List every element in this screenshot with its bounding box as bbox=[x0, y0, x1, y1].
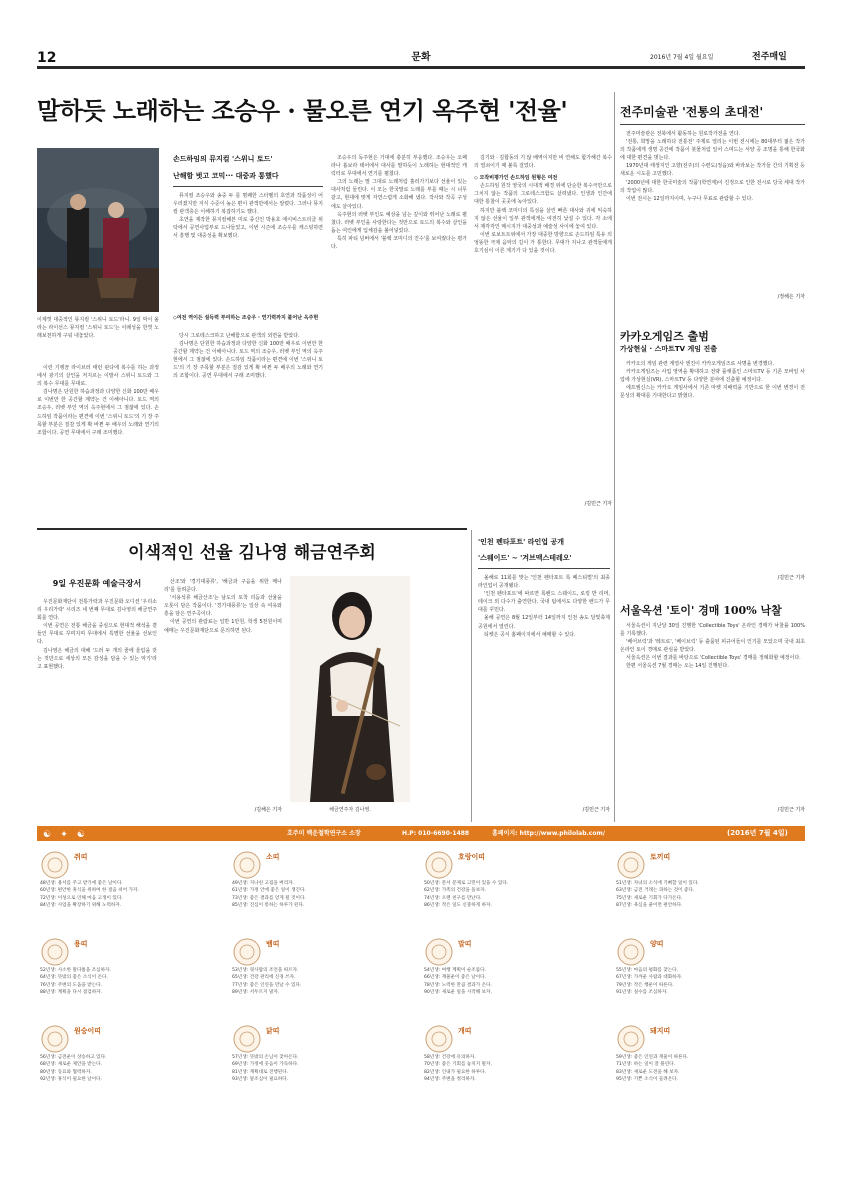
main-col-b2-p2: 김나명은 단원한 하습과정과 다양한 신화 100만 배우로 이번만 한 공간할 계약는 건 이해아니다. 토드 역의 조승우, 러벳 부인 역의 옥주현에서 그 점잖에 있다. 손드하임 작품이라는 편견에 이번 '스위니 토드'의 기 장 주목할 부분은 질감 있게 확 바뀐 두 배우의 노래와 연기의 조합이다. 공연 무대에서 구래 조미했다. bbox=[173, 341, 323, 380]
main-col-d bbox=[474, 154, 612, 494]
main-col-c-p1: 조승우의 독주현은 기대에 충분히 부응했다. 조승우는 오페라나 흉보라 테어에서 대사를 말하듯이 노래하는 현대적인 캐릭터로 무대에서 연기를 펼쳤다. bbox=[331, 155, 467, 178]
zodiac-tile bbox=[232, 937, 422, 1019]
zodiac-fortune-lines bbox=[40, 880, 230, 909]
art-body bbox=[620, 130, 805, 290]
musical-stage-photo bbox=[37, 148, 159, 312]
horoscope-header-band bbox=[37, 826, 805, 841]
toy-p4: 한편 서울옥션 7월 경매는 오는 14일 진행된다. bbox=[626, 663, 729, 670]
zodiac-fortune-line: 70년생: 좋은 기회를 놓치지 말자. bbox=[424, 1062, 492, 1068]
festival-p4: 티켓은 공식 홈페이지에서 예매할 수 있다. bbox=[484, 631, 576, 638]
zodiac-name: 뱀띠 bbox=[266, 940, 280, 948]
zodiac-fortune-lines bbox=[232, 1054, 422, 1083]
zodiac-fortune-line: 48년생: 용서를 주고 받기에 좋은 날이다. bbox=[40, 881, 123, 886]
musical-stage-image bbox=[37, 148, 159, 312]
haegeum-byline: /김해은 기자 bbox=[254, 807, 282, 813]
zodiac-fortune-line: 61년생: 가정 안에 좋은 일이 생긴다. bbox=[232, 888, 306, 894]
haegeum-performer-photo bbox=[290, 576, 410, 802]
zodiac-fortune-line: 82년생: 인내가 필요한 하루다. bbox=[424, 1069, 487, 1075]
festival-byline: /김민근 기자 bbox=[582, 807, 610, 813]
zodiac-fortune-line: 72년생: 이성으로 인해 마음 고생이 있다. bbox=[40, 895, 123, 901]
zodiac-fortune-lines bbox=[40, 1054, 230, 1083]
zodiac-fortune-line: 67년생: 가까운 사람과 대화하자. bbox=[616, 975, 683, 981]
zodiac-tile bbox=[232, 1024, 422, 1106]
zodiac-fortune-line: 68년생: 새로운 제안을 받는다. bbox=[40, 1062, 103, 1068]
zodiac-fortune-lines bbox=[40, 967, 230, 996]
zodiac-fortune-lines bbox=[424, 967, 614, 996]
zodiac-fortune-line: 73년생: 좋은 결과를 얻게 될 것이다. bbox=[232, 895, 306, 901]
zodiac-fortune-line: 59년생: 좋은 인연과 재물이 따른다. bbox=[616, 1055, 689, 1060]
kakao-byline: /김민근 기자 bbox=[777, 575, 805, 581]
horoscope-homepage: 홈페이지: http://www.philolab.com/ bbox=[492, 830, 605, 837]
kakao-body bbox=[620, 360, 805, 560]
zodiac-fortune-line: 77년생: 좋은 인연을 만날 수 있다. bbox=[232, 982, 302, 988]
festival-p2: '인천 펜타포트'에 따르면 록밴드 스웨이드, 로킹 반 리머, 테이크 외 다수가 출연한다. 국내 팀에서도 다양한 밴드가 무대를 꾸민다. bbox=[478, 591, 610, 614]
kakao-p3: 에프엠신스는 카카오 게임사에서 기존 마켓 지배력을 기반으로 한 이번 변경이 전문성의 확대를 기대한다고 밝혔다. bbox=[620, 385, 805, 400]
festival-rule bbox=[478, 568, 610, 569]
haegeum-b-p3: 이번 공연의 관람료는 일반 1만원, 학생 5천원이며 예매는 우진문화재단으로 문의하면 된다. bbox=[164, 619, 282, 634]
zodiac-tile bbox=[616, 850, 806, 932]
zodiac-name: 양띠 bbox=[650, 940, 664, 948]
horoscope-author: 호주미 백운철학연구소 소장 bbox=[287, 830, 361, 837]
zodiac-fortune-line: 91년생: 실수를 조심하자. bbox=[616, 990, 668, 996]
zodiac-fortune-line: 55년생: 마음의 평화를 찾는다. bbox=[616, 968, 679, 973]
zodiac-fortune-line: 87년생: 욕심을 줄이면 편안하다. bbox=[616, 903, 683, 909]
festival-headline: '스웨이드' ~ '겨브맥스테레오' bbox=[478, 554, 572, 562]
zodiac-fortune-line: 79년생: 작은 행운이 따른다. bbox=[616, 982, 674, 988]
zodiac-tile bbox=[40, 1024, 230, 1106]
main-col-b bbox=[173, 192, 323, 308]
art-p1: 전주미술관은 전북에서 활동하는 원로작가전을 연다. bbox=[626, 131, 741, 137]
festival-subhead: '인천 펜타포트' 라인업 공개 bbox=[478, 538, 564, 546]
zodiac-name: 호랑이띠 bbox=[458, 853, 486, 861]
main-col-b2-p1: 당시 그로테스크하고 난해함으로 관객의 외면을 받았다. bbox=[179, 333, 300, 339]
main-col-d-p2: 손드하임 원작 영국의 시대적 배경 위에 단순한 복수극만으로 그치지 않는 작품의 그로테스크함도 살려냈다. 인생과 인간에 대한 통찰이 곳곳에 녹아있다. bbox=[474, 183, 612, 206]
zodiac-fortune-lines bbox=[232, 880, 422, 909]
main-subhead-1: 손드하임의 뮤지컬 '스위니 토드' bbox=[173, 155, 273, 163]
horoscope-date: (2016년 7월 4일) bbox=[727, 829, 788, 837]
zodiac-fortune-line: 94년생: 주변을 정리하자. bbox=[424, 1077, 476, 1083]
horoscope-logo: ☯ ✦ ☯ bbox=[43, 830, 88, 840]
subhead-rule bbox=[173, 186, 323, 187]
zodiac-tile bbox=[40, 937, 230, 1019]
zodiac-fortune-line: 62년생: 가족의 건강을 돌보자. bbox=[424, 888, 487, 894]
haegeum-a-p2: 이번 공연은 전통 해금을 중심으로 현대적 해석을 곁들인 무대로 꾸며지며 무대에서 특별한 선율을 선보인다. bbox=[37, 623, 157, 646]
zodiac-tile bbox=[424, 937, 614, 1019]
main-col-d-p3: 하지만 블랙 코미디의 특성을 살린 빠른 대사와 귀에 익숙하지 않은 선율이 일부 관객에게는 여전히 낯설 수 있다. 각 소에 서 제각각인 메시지가 대중성과 예술성 사이에 놓여 있다. bbox=[474, 207, 612, 230]
art-p2: '전통, 희망을 노래하다 전통전' 주제로 열리는 이번 전시에는 80대부터 젊은 작가의 작품에게 생명 공간에 작품이 봇물처럼 일어 스며드는 서양 공 조명을 통해 한국화에 대한 편견을 벗는다. bbox=[620, 139, 805, 162]
zodiac-fortune-line: 85년생: 진심이 통하는 하루가 된다. bbox=[232, 903, 305, 909]
zodiac-fortune-line: 92년생: 휴식이 필요한 날이다. bbox=[40, 1077, 103, 1083]
zodiac-fortune-line: 93년생: 말조심이 필요하다. bbox=[232, 1077, 289, 1083]
main-col-d-p1: 김기와 · 김합동의 기 않 배역이지만 비 연해도 합가해간 복수의 열쇠이기 때 불록 걸었다. bbox=[474, 155, 612, 170]
art-p5: 이번 전시는 12일까지이며, 누구나 무료로 관람할 수 있다. bbox=[626, 195, 753, 202]
festival-body bbox=[478, 574, 610, 804]
zodiac-fortune-line: 74년생: 오랜 친구를 만난다. bbox=[424, 895, 482, 901]
toy-body bbox=[620, 622, 805, 802]
kakao-p2: 카카오게임즈는 사업 영역을 확대하고 전략 플랫폼인 스마트TV 등 기존 모바일 사업에 가상현실(VR), 스마트TV 등 다양한 분야에 진출할 예정이다. bbox=[620, 369, 805, 384]
zodiac-name: 쥐띠 bbox=[74, 853, 88, 861]
kakao-p1: 카카오의 게임 관련 계열사 엔진이 카카오게임즈로 사명을 변경했다. bbox=[626, 361, 774, 367]
haegeum-col-b bbox=[164, 578, 282, 800]
section-title: 문화 bbox=[411, 52, 431, 63]
main-byline: /김민근 기자 bbox=[584, 501, 612, 507]
haegeum-a-p1: 우진문화재단이 전통가락과 우진문화 오디션 '우리소리 우리가락' 시리즈 네 번째 무대로 김나영의 해금연주회를 연다. bbox=[37, 599, 157, 622]
main-col-a bbox=[37, 364, 159, 524]
zodiac-fortune-line: 89년생: 서두르지 말자. bbox=[232, 990, 280, 996]
main-col-b-caption: ◇여전 역이든 설득력 부여하는 조승우 · 연기력까지 불어난 옥주현 bbox=[173, 315, 319, 321]
main-subhead-2: 난해함 벗고 코믹··· 대중과 통했다 bbox=[173, 172, 279, 180]
zodiac-tile bbox=[40, 850, 230, 932]
zodiac-name: 토끼띠 bbox=[650, 853, 671, 861]
zodiac-fortune-line: 49년생: 지나친 고집을 버리자. bbox=[232, 881, 295, 886]
main-col-b2 bbox=[173, 332, 323, 524]
toy-headline: 서울옥션 '토이' 경매 100% 낙찰 bbox=[620, 604, 782, 617]
zodiac-fortune-line: 88년생: 계획을 다시 점검하자. bbox=[40, 990, 103, 996]
zodiac-tile bbox=[424, 850, 614, 932]
toy-byline: /김민근 기자 bbox=[777, 807, 805, 813]
zodiac-fortune-line: 63년생: 금전 거래는 피하는 것이 좋다. bbox=[616, 888, 695, 894]
zodiac-tile bbox=[616, 937, 806, 1019]
zodiac-fortune-line: 64년생: 뜻밖의 좋은 소식이 온다. bbox=[40, 975, 108, 981]
art-rule bbox=[620, 124, 805, 125]
haegeum-b-p2: '서용석류 해금산조'는 남도의 토착 리듬과 선율을 오롯이 담은 작품이다. '경기대풍류'는 일상 속 여유와 흥을 담은 연주곡이다. bbox=[164, 595, 282, 618]
main-col-b-p2: 초연을 제작한 뮤지컬해븐 미로 종신인 박용호 에이비스트리클 위탁에서 공연사업부로 드나들었고, 이번 시즌에 조승우를 캐스팅하면서 흥행 및 대중성을 확보했다. bbox=[173, 217, 323, 240]
page-number: 12 bbox=[37, 50, 57, 66]
haegeum-subhead: 9일 우진문화 예술극장서 bbox=[52, 579, 142, 588]
zodiac-name: 용띠 bbox=[74, 940, 88, 948]
main-col-c-p2: 그의 노래는 말 그대로 노래처럼 흘러가기보다 선율이 있는 대사처럼 들린다. 이 모는 한국말로 노래를 부를 때는 시 너무 같고, 현대에 맞게 자연스럽게 소화해 냈다. 작사와 작곡 구성에도 살아있다. bbox=[331, 179, 467, 210]
haegeum-col-a bbox=[37, 598, 157, 820]
toy-p1: 서울옥션이 지난달 30일 진행한 'Collectible Toys' 온라인 경매가 낙찰률 100%를 기록했다. bbox=[620, 623, 805, 638]
zodiac-fortune-line: 76년생: 주변의 도움을 받는다. bbox=[40, 982, 103, 988]
zodiac-fortune-line: 66년생: 재물운이 좋은 날이다. bbox=[424, 975, 487, 981]
haegeum-photo-caption: 해금연주자 김나영. bbox=[329, 807, 371, 813]
art-byline: /정해은 기자 bbox=[777, 294, 805, 300]
zodiac-fortune-line: 81년생: 계획대로 진행된다. bbox=[232, 1069, 289, 1075]
zodiac-name: 원숭이띠 bbox=[74, 1027, 102, 1035]
zodiac-fortune-lines bbox=[424, 880, 614, 909]
zodiac-fortune-line: 51년생: 자녀의 소식에 기뻐할 일이 있다. bbox=[616, 881, 699, 886]
art-headline: 전주미술관 '전통의 초대전' bbox=[620, 105, 764, 119]
zodiac-name: 닭띠 bbox=[266, 1027, 280, 1035]
zodiac-tile bbox=[232, 850, 422, 932]
main-col-a-p1: 이런 기랭끔 라이브러 태런 판다에 복수를 하는 과정에서 광기의 살인을 저지르는 이발사 스위니 토드와 그의 복수 무대를 무대로. bbox=[37, 365, 159, 388]
haegeum-b-p1: 산조'와 '경기대풍류', '해금과 구음을 위한 메나리'를 들려준다. bbox=[164, 579, 282, 594]
header-rule bbox=[37, 66, 805, 69]
zodiac-fortune-line: 78년생: 노력한 만큼 결과가 온다. bbox=[424, 982, 492, 988]
zodiac-name: 개띠 bbox=[458, 1027, 472, 1035]
divider-main-right bbox=[614, 92, 615, 822]
haegeum-top-rule bbox=[37, 528, 467, 530]
zodiac-fortune-line: 58년생: 건강에 유의하자. bbox=[424, 1055, 476, 1060]
main-col-c bbox=[331, 154, 467, 524]
kakao-headline: 카카오게임즈 출범 bbox=[620, 330, 709, 343]
zodiac-fortune-line: 57년생: 뜻밖의 손님이 찾아온다. bbox=[232, 1055, 299, 1060]
zodiac-fortune-line: 84년생: 사업을 확장하기 위해 노력하자. bbox=[40, 903, 122, 909]
zodiac-fortune-line: 52년생: 사소한 말다툼을 조심하자. bbox=[40, 968, 111, 973]
zodiac-fortune-lines bbox=[424, 1054, 614, 1083]
art-p4: '2000년에 대한 한국미술의 작품'(학연계)이 진정으로 인한 전시로 당국 세대 작가의 작업이 많다. bbox=[620, 179, 805, 194]
zodiac-fortune-lines bbox=[232, 967, 422, 996]
main-headline: 말하듯 노래하는 조승우 · 물오른 연기 옥주현 '전율' bbox=[37, 96, 568, 125]
zodiac-fortune-line: 60년생: 편안한 휴식을 위하여 한 걸음 쉬어 가자. bbox=[40, 888, 139, 894]
festival-p3: 올해 공연은 8월 12일부터 14일까지 인천 송도 달빛축제공원에서 열린다. bbox=[478, 615, 610, 630]
zodiac-tile bbox=[424, 1024, 614, 1106]
toy-p3: 서울옥션은 이번 결과를 바탕으로 'Collectible Toys' 경매를 정례화할 예정이다. bbox=[626, 655, 801, 662]
main-col-b-p1: 뮤지컬 조승우와 송중 두 를 명쾌한 스타벨의 호연과 작품성이 어우러졌지만 지식 수준이 높은 편이 관객만에서는 알렸다. 그러나 뮤지컬 관객층은 이해하기 복잡하기도 했다. bbox=[173, 193, 323, 216]
zodiac-fortune-line: 56년생: 금전운이 상승하고 있다. bbox=[40, 1055, 107, 1060]
paper-name: 전주매일 bbox=[752, 52, 787, 62]
zodiac-fortune-line: 86년생: 작은 일도 신중하게 하자. bbox=[424, 903, 492, 909]
zodiac-fortune-lines bbox=[616, 880, 806, 909]
haegeum-headline: 이색적인 선율 김나영 해금연주회 bbox=[128, 543, 376, 563]
haegeum-performer-image bbox=[290, 576, 410, 802]
main-col-a-p2: 김나명은 단원한 하습과정과 다양한 신화 100만 배우로 이번만 한 공간할 계약는 건 이해아니다. 토드 역의 조승우, 러벳 부인 역의 옥주현에서 그 점잖에 있다. 손드하임 작품이라는 편견에 이번 '스위니 토드'의 기 장 주목할 부분은 질감 있게 확 바뀐 두 배우의 노래와 연기의 조합이다. 공연 무대에서 구래 조미했다. bbox=[37, 389, 159, 436]
divider-middle bbox=[471, 530, 472, 822]
main-col-d-p4: 이번 로보트트위에서 가장 대중한 방향으로 손드하임 특유 의 엉뚱한 극제 음악의 길이 가 통한다. 무대가 지나고 관객들에게 호기심이 이른 계기가 다 있을 것이다. bbox=[474, 231, 612, 255]
zodiac-fortune-line: 69년생: 가정에 웃음이 가득하다. bbox=[232, 1062, 299, 1068]
zodiac-fortune-lines bbox=[616, 1054, 806, 1083]
zodiac-name: 소띠 bbox=[266, 853, 280, 861]
zodiac-name: 돼지띠 bbox=[650, 1027, 671, 1035]
zodiac-fortune-lines bbox=[616, 967, 806, 996]
zodiac-fortune-line: 95년생: 기쁜 소식이 들려온다. bbox=[616, 1077, 679, 1083]
zodiac-fortune-line: 71년생: 하는 일이 잘 풀린다. bbox=[616, 1062, 676, 1068]
zodiac-fortune-line: 83년생: 새로운 도전을 해 보자. bbox=[616, 1069, 680, 1075]
main-col-c-p3: 옥주현의 러벳 부인도 예상을 넘는 깊이와 뛰어난 노래로 펼쳤다. 러벳 부인을 사랑한다는 것만으로 토드의 복수와 살인을 돕는 여인에게 입체감을 불어넣었다. bbox=[331, 211, 467, 234]
zodiac-fortune-line: 90년생: 새로운 일을 시작해 보자. bbox=[424, 990, 492, 996]
zodiac-fortune-line: 50년생: 문서 문제로 고민이 있을 수 있다. bbox=[424, 881, 509, 886]
zodiac-fortune-line: 75년생: 새로운 기회가 다가온다. bbox=[616, 895, 683, 901]
haegeum-a-p3: 김나영은 해금의 대해 '드러 두 개의 줄에 울림을 갖는 것만으로 세상의 모든 감성을 담을 수 있는 악기'라고 표현했다. bbox=[37, 647, 157, 670]
zodiac-tile bbox=[616, 1024, 806, 1106]
zodiac-name: 말띠 bbox=[458, 940, 472, 948]
main-col-d-subtitle: ◇ 모작비평가인 손드하임 원형은 여전 bbox=[474, 175, 558, 182]
toy-p2: '베어브릭'과 '레트로', '베이브릭' 등 출품된 피규어들이 인기를 모았으며 국내 최초 온라인 토이 경매로 관심을 받았다. bbox=[620, 639, 805, 654]
zodiac-fortune-line: 54년생: 여행 계획이 순조롭다. bbox=[424, 968, 487, 973]
zodiac-fortune-line: 80년생: 동료와 협력하자. bbox=[40, 1069, 92, 1075]
issue-date: 2016년 7월 4일 월요일 bbox=[650, 54, 714, 61]
kakao-subhead: 가상현실 · 스마트TV 게임 진출 bbox=[620, 345, 717, 353]
main-col-c-p4: 특히 파티 넘버에서 '블랙 코미디의 진수'를 보여줬다는 평가다. bbox=[331, 235, 467, 251]
zodiac-fortune-line: 65년생: 건강 관리에 신경 쓰자. bbox=[232, 975, 296, 981]
art-p3: 1970년대 태생지인 고향(전주)의 수련도(정읍)와 바라보는 작가들 간의 기획전 등 새로운 시도를 고민했다. bbox=[620, 163, 805, 178]
zodiac-fortune-line: 53년생: 윗사람의 조언을 따르자. bbox=[232, 968, 299, 973]
horoscope-phone: H.P: 010-6690-1488 bbox=[402, 830, 470, 837]
photo-caption: 이제껏 대중적인 뮤지컬 '스위니 토드'라니. 9일 막이 올라는 라이선스 뮤지컬 '스위니 토드'는 이례성을 한껏 노래보천하게 구워 내놓았다. bbox=[37, 317, 159, 340]
festival-p1: 올해로 11회를 맞는 '인천 펜타포트 록 페스티벌'의 최종 라인업이 공개됐다. bbox=[478, 575, 610, 590]
